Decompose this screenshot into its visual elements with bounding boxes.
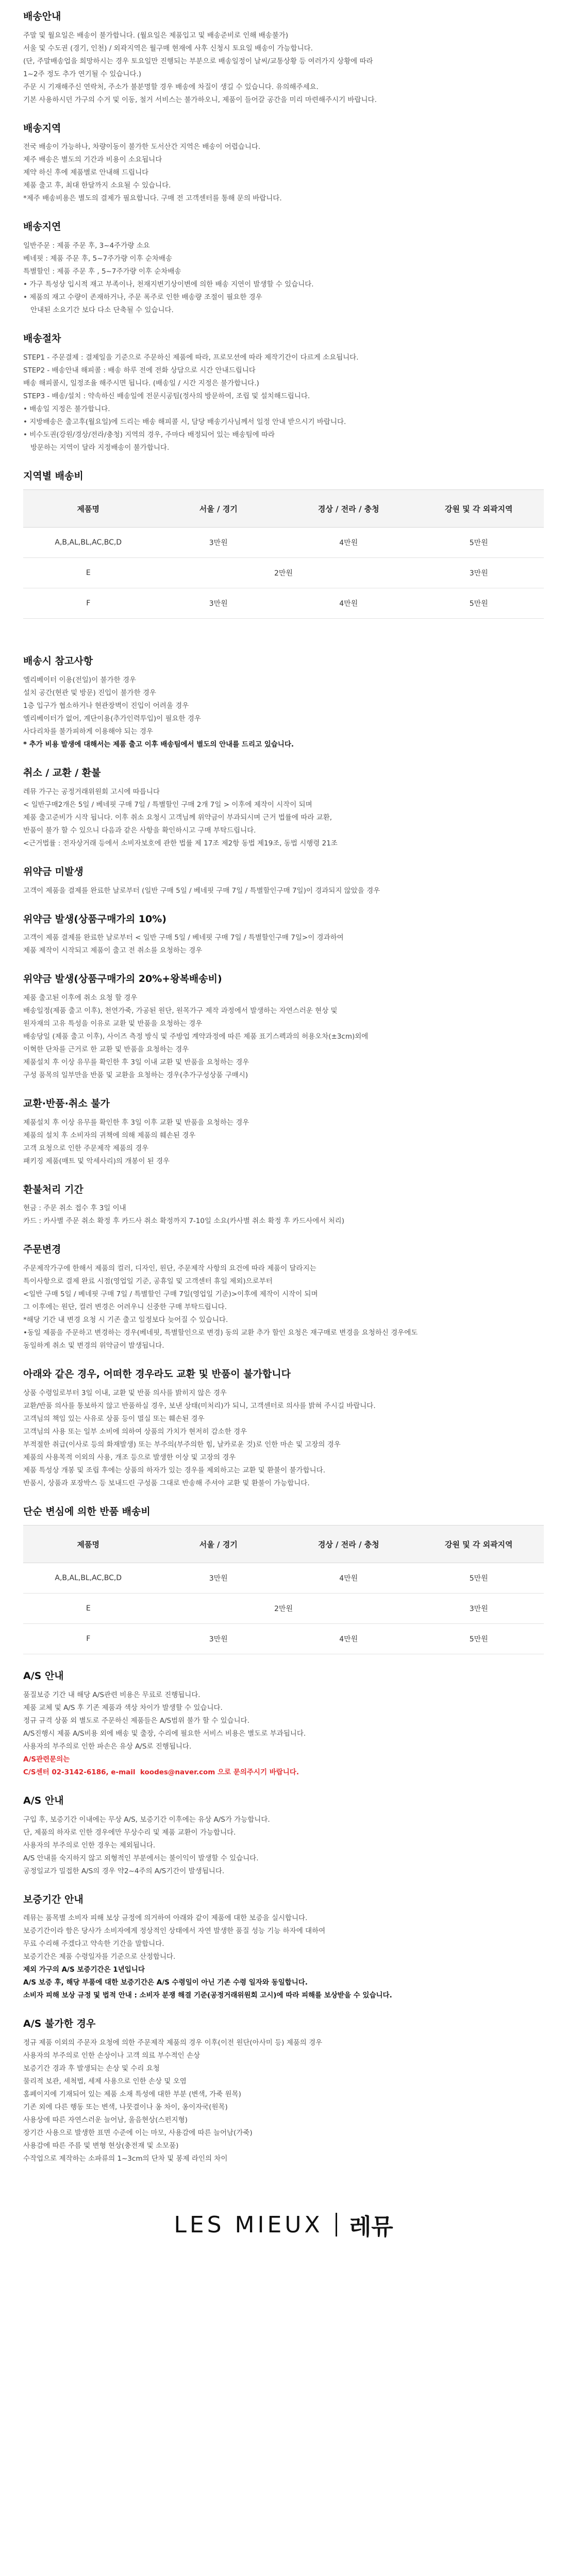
section-text-line: 엘리베이터 이용(전일)이 불가한 경우	[23, 676, 137, 685]
section-text-line: 사용상에 따른 자연스러운 늘어남, 울음현상(스펀지형)	[23, 2116, 188, 2125]
section-text-line: 반품이 불가 할 수 있으니 다음과 같은 사항을 확인하시고 구매 부탁드립니다.	[23, 826, 256, 835]
table-cell: 3만원	[414, 558, 544, 588]
section-text-line: < 일반구매2개은 5일 / 베네핏 구매 7일 / 특별할인 구매 2개 7일 > 이후에 제작이 시작이 되며	[23, 800, 312, 809]
brand-logo-korean: 레뮤	[349, 2214, 393, 2241]
table-row	[23, 558, 544, 588]
section-text-line: 방문하는 지역이 달라 지정배송이 불가합니다.	[30, 443, 170, 452]
section-text-line: 사다리차를 불가피하게 이용해야 되는 경우	[23, 727, 153, 736]
table-row	[23, 1624, 544, 1654]
section-text-line: A/S 안내를 숙지하지 않고 외형적인 부분에서는 불이익이 발생할 수 있습니다.	[23, 1854, 259, 1862]
section-text-line: 배송일정(제품 출고 이후), 천연가죽, 가공된 원단, 원목가구 제작 과정에서 발생하는 자연스러운 현상 및	[23, 1006, 338, 1015]
section-text-line: 주문 시 기재해주신 연락처, 주소가 불분명할 경우 배송에 차질이 생길 수 있습니다. 유의해주세요.	[23, 82, 319, 91]
section-text-line: 레뮤는 품목별 소비자 피해 보상 규정에 의거하여 아래와 같이 제품에 대한 보증을 실시합니다.	[23, 1914, 308, 1923]
section-text-line: 1층 입구가 협소하거나 현관장벽이 진입이 어려울 경우	[23, 702, 189, 710]
section-text-line: 이혁한 단차를 근거로 한 교환 및 반품을 요청하는 경우	[23, 1045, 189, 1054]
info-section	[23, 1183, 544, 1228]
section-text-line: 고객이 제품을 결제를 완료한 날로부터 (일반 구매 5일 / 베네핏 구매 7일 / 특별할인구매 7일)이 경과되지 않았을 경우	[23, 886, 380, 895]
section-text-line: 부적절한 취급(이사로 등의 화재발생) 또는 부주의(부주의한 힘, 날카로운 것)로 인한 마손 및 고장의 경우	[23, 1440, 341, 1449]
brand-logo-text: LES MIEUX	[174, 2211, 323, 2238]
section-text-line: 제품의 설치 후 소비자의 귀책에 의해 제품의 훼손된 경우	[23, 1131, 196, 1140]
info-section	[23, 1097, 544, 1168]
shipping-fee-title: 지역별 배송비	[23, 470, 84, 482]
table-header-cell: 서울 / 경기	[154, 1526, 284, 1563]
section-title: 배송지역	[23, 122, 61, 134]
info-section	[23, 973, 544, 1082]
section-text-line: 배송당일 (제품 출고 이후), 사이즈 측정 방식 및 주방업 계약과정에 따른 제품 표기스펙과의 허용오차(±3cm)외에	[23, 1032, 369, 1041]
brand-divider	[336, 2213, 337, 2236]
section-text-line: 제품 출고된 이후에 취소 요청 할 경우	[23, 993, 138, 1002]
section-text-line: (단, 주말배송업을 희망하시는 경우 토요일만 진행되는 부분으로 배송일정이 날씨/교통상황 등 여러가지 상황에 따라	[23, 57, 373, 65]
section-text-line: 기존 외에 다른 행동 또는 변색, 나뭇결이나 옹 차이, 옹이자국(원목)	[23, 2103, 228, 2112]
section-title: 환불처리 기간	[23, 1183, 84, 1195]
table-row	[23, 1563, 544, 1594]
section-text-line: * 추가 비용 발생에 대해서는 제품 출고 이후 배송팀에서 별도의 안내를 드리고 있습니다.	[23, 740, 294, 749]
section-text-line: 동일하게 취소 및 변경의 위약금이 발생됩니다.	[23, 1341, 164, 1350]
section-text-line: 안내된 소요기간 보다 다소 단축될 수 있습니다.	[30, 306, 174, 315]
section-text-line: 사용자의 부주의로 인한 손상이나 고객 의료 부수적인 손상	[23, 2052, 201, 2060]
section-text-line: 보증기간은 제품 수령일자를 기준으로 산정합니다.	[23, 1953, 176, 1961]
table-cell: A,B,AL,BL,AC,BC,D	[23, 528, 154, 558]
section-title: 주문변경	[23, 1244, 61, 1256]
info-section	[23, 866, 544, 897]
table-header-cell: 서울 / 경기	[154, 490, 284, 528]
section-title: 교환·반품·취소 불가	[23, 1097, 110, 1109]
table-cell: 3만원	[154, 588, 284, 619]
section-text-line: 교환/반품 의사를 통보하지 않고 반품하실 경우, 보낸 상태(미처리)가 되니, 고객센터로 의사를 밝혀 주시길 바랍니다.	[23, 1401, 376, 1410]
section-text-line: • 지방배송은 출고후(월요일)에 드리는 배송 해피콜 시, 담당 배송기사님께서 일정 안내 받으시기 바랍니다.	[23, 417, 346, 426]
section-text-line: 카드 : 카사별 주문 취소 확정 후 카드사 취소 확정까지 7-10일 소요(카사별 취소 확정 후 카드사에서 처리)	[23, 1217, 344, 1226]
section-text-line: *해당 기간 내 변경 요청 시 기존 출고 일정보다 늦어질 수 있습니다.	[23, 1315, 228, 1324]
section-text-line: 레뮤 가구는 공정거래위원회 고시에 따릅니다	[23, 787, 160, 796]
table-row	[23, 528, 544, 558]
section-text-line: 서울 및 수도권 (경기, 인천) / 외곽지역은 월구매 현재에 사후 신청시 토요일 배송이 가능합니다.	[23, 44, 313, 53]
section-title: 위약금 미발생	[23, 866, 84, 877]
section-text-line: 특별할인 : 제품 주문 후 , 5~7주가량 이후 순차배송	[23, 267, 181, 276]
return-fee-title: 단순 변심에 의한 반품 배송비	[23, 1505, 151, 1517]
section-text-line: 수작업으로 제작하는 소파류의 1~3cm의 단차 및 봉제 라인의 차이	[23, 2155, 228, 2163]
info-sections-middle	[23, 655, 544, 1489]
table-header-cell: 제품명	[23, 490, 154, 528]
table-cell: F	[23, 588, 154, 619]
table-cell: 4만원	[284, 528, 414, 558]
info-section	[23, 767, 544, 850]
section-title: 취소 / 교환 / 환불	[23, 767, 101, 779]
section-text-line: • 제품의 재고 수량이 존재하거나, 주문 폭주로 인한 배송량 조절이 필요한 경우	[23, 293, 262, 302]
section-title: 보증기간 안내	[23, 1893, 84, 1905]
section-text-line: 고객 요청으로 인한 주문제작 제품의 경우	[23, 1144, 149, 1153]
section-text-line: 기본 사용하시던 가구의 수거 및 이동, 철거 서비스는 불가하오니, 제품이 들어갈 공간을 미리 마련해주시기 바랍니다.	[23, 95, 377, 104]
section-text-line: 고객이 제품 결제를 완료한 날로부터 < 일반 구매 5일 / 베네핏 구매 7일 / 특별할인구매 7일>이 경과하여	[23, 934, 344, 942]
section-text-line: 그 이후에는 원단, 컬러 변경은 어려우니 신중한 구매 부탁드립니다.	[23, 1302, 227, 1311]
table-cell: 3만원	[154, 528, 284, 558]
return-fee-table-wrap	[23, 1525, 544, 1654]
info-section	[23, 1670, 544, 1779]
info-section	[23, 1794, 544, 1878]
table-cell: 5만원	[414, 1624, 544, 1654]
section-text-line: 제품 교체 및 A/S 후 기존 제품과 색상 차이가 발생할 수 있습니다.	[23, 1704, 223, 1712]
table-cell: F	[23, 1624, 154, 1654]
fee-table	[23, 489, 544, 619]
info-sections-top	[23, 10, 544, 454]
section-text-line: 장기간 사용으로 발생한 표면 수준에 이는 마모, 사용감에 따른 늘어남(가죽)	[23, 2129, 253, 2138]
table-cell: 4만원	[284, 588, 414, 619]
table-cell: 2만원	[154, 558, 414, 588]
table-cell: 4만원	[284, 1624, 414, 1654]
section-title: A/S 불가한 경우	[23, 2018, 96, 2030]
section-text-line: 주말 및 월요일은 배송이 불가합니다. (월요일은 제품입고 및 배송준비로 인해 배송불가)	[23, 31, 289, 40]
section-title: 아래와 같은 경우, 어떠한 경우라도 교환 및 반품이 불가합니다	[23, 1368, 291, 1380]
table-header-cell: 강원 및 각 외곽지역	[414, 1526, 544, 1563]
section-text-line: 제주 배송은 별도의 기간과 비용이 소요됩니다	[23, 156, 162, 164]
section-text-line: 베네핏 : 제품 주문 후, 5~7주가량 이후 순차배송	[23, 255, 173, 263]
section-title: 배송시 참고사항	[23, 655, 93, 667]
section-title: 위약금 발생(상품구매가의 10%)	[23, 913, 166, 925]
section-text-line: A/S관련문의는	[23, 1755, 70, 1764]
section-text-line: 제품설치 후 이상 유무를 확인한 후 3일 이후 교환 및 반품을 요청하는 경우	[23, 1118, 249, 1127]
section-text-line: A/S 보증 후, 해당 부품에 대한 보증기간은 A/S 수령일이 아닌 기존 수령 일자와 동일합니다.	[23, 1978, 308, 1987]
section-text-line: • 배송일 지정은 불가합니다.	[23, 404, 110, 413]
section-text-line: 정규 규격 상품 외 별도로 주문하신 제품들은 A/S범위 불가 할 수 있습니다.	[23, 1717, 249, 1725]
section-text-line: 단, 제품의 하자로 인한 경우에만 무상수리 및 제품 교환이 가능합니다.	[23, 1828, 236, 1837]
return-fee-table-section	[23, 1505, 544, 1655]
section-text-line: 공정일교가 밀접한 A/S의 경우 약2~4주의 A/S기간이 발생됩니다.	[23, 1867, 225, 1875]
info-section	[23, 1368, 544, 1490]
section-text-line: 제품 출고준비가 시작 됩니다. 이후 취소 요청시 고객님께 위약금이 부과되시며 근거 법률에 따라 교환,	[23, 813, 332, 822]
section-text-line: 패키징 제품(매트 및 악세사리)의 개봉이 된 경우	[23, 1157, 170, 1165]
section-text-line: 설치 공간(현관 및 방문) 진입이 불가한 경우	[23, 689, 156, 698]
info-section	[23, 122, 544, 206]
section-text-line: 보증기간이라 함은 당사가 소비자에게 정상적인 상태에서 자연 발생한 품질 성능 기능 하자에 대하여	[23, 1927, 326, 1936]
info-section	[23, 1243, 544, 1352]
section-text-line: 제외 가구의 A/S 보증기간은 1년입니다	[23, 1965, 145, 1974]
section-text-line: 사용감에 따른 주름 및 변형 현상(충전재 및 소모품)	[23, 2142, 179, 2150]
info-section	[23, 655, 544, 751]
section-text-line: 상품 수령일로부터 3일 이내, 교환 및 반품 의사를 밝히지 않은 경우	[23, 1388, 227, 1397]
section-text-line: 홈페이지에 기재되어 있는 제품 소재 특성에 대한 부분 (변색, 가죽 원목)	[23, 2090, 241, 2099]
section-text-line: 엘리베이터가 없어, 계단이용(추가인력투입)이 필요한 경우	[23, 715, 201, 723]
section-text-line: 소비자 피해 보상 규정 및 법적 안내 : 소비자 분쟁 해결 기준(공정거래위원회 고시)에 따라 피해를 보상받을 수 있습니다.	[23, 1991, 392, 2000]
brand-footer	[23, 2186, 544, 2263]
table-cell: 3만원	[154, 1624, 284, 1654]
section-text-line: 사용자의 부주의로 인한 경우는 제외됩니다.	[23, 1841, 156, 1850]
section-text-line: • 가구 특성상 입시적 재고 부족이나, 천재지변기상이변에 의한 배송 지연이 발생할 수 있습니다.	[23, 280, 314, 289]
table-cell: 3만원	[154, 1563, 284, 1594]
section-text-line: 제품의 사용목적 이외의 사용, 개조 등으로 발생한 이상 및 고장의 경우	[23, 1453, 236, 1462]
section-text-line: •동일 제품을 주문하고 변경하는 경우(베네핏, 특별할인으로 변경) 동의 교환 추가 할인 요청은 재구매로 변경을 요청하신 경우에도	[23, 1328, 418, 1337]
section-text-line: 특이사항으로 결제 완료 시점(영업일 기준, 공휴일 및 고객센터 휴일 제외)으로부터	[23, 1277, 273, 1285]
shipping-fee-table-section	[23, 470, 544, 619]
section-text-line: 사용자의 부주의로 인한 파손은 유상 A/S로 진행됩니다.	[23, 1742, 192, 1751]
table-cell: 5만원	[414, 1563, 544, 1594]
section-text-line: 제약 하신 후에 제품별로 안내해 드립니다	[23, 168, 149, 177]
section-text-line: 전국 배송이 가능하나, 차량이동이 불가한 도서산간 지역은 배송이 어렵습니다.	[23, 143, 261, 151]
section-text-line: 반품시, 상품과 포장박스 등 보내드린 구성품 그대로 반송해 주셔야 교환 및 환불이 가능합니다.	[23, 1479, 310, 1487]
section-text-line: • 비수도권(강원/경상/전라/충청) 지역의 경우, 주마다 배정되어 있는 배송팀에 따라	[23, 430, 275, 439]
table-header-cell: 제품명	[23, 1526, 154, 1563]
section-title: A/S 안내	[23, 1795, 64, 1806]
table-cell: 4만원	[284, 1563, 414, 1594]
table-row	[23, 1594, 544, 1624]
section-text-line: 보증기간 경과 후 발생되는 손상 및 수리 요청	[23, 2064, 160, 2073]
table-cell: E	[23, 558, 154, 588]
table-cell: A,B,AL,BL,AC,BC,D	[23, 1563, 154, 1594]
table-cell: 2만원	[154, 1594, 414, 1624]
section-text-line: *제주 배송비용은 별도의 결제가 필요합니다. 구매 전 고객센터를 통해 문의 바랍니다.	[23, 194, 282, 203]
section-text-line: 원자재의 고유 특성을 이유로 교환 및 반품을 요청하는 경우	[23, 1019, 203, 1028]
info-section	[23, 2018, 544, 2165]
section-text-line: 제품 특성상 개봉 및 조립 후에는 상품의 하자가 있는 경우를 제외하고는 교환 및 환불이 불가합니다.	[23, 1466, 326, 1475]
section-text-line: 제품 제작이 시작되고 제품이 출고 전 취소를 요청하는 경우	[23, 946, 203, 955]
section-text-line: 구입 후, 보증기간 이내에는 무상 A/S, 보증기간 이후에는 유상 A/S가 가능합니다.	[23, 1815, 270, 1824]
section-text-line: 주문제작가구에 한해서 제품의 컬러, 디자인, 원단, 주문제작 사항의 요건에 따라 제품이 달라지는	[23, 1264, 316, 1273]
section-text-line: 고객님의 책임 있는 사유로 상품 등이 멸실 또는 훼손된 경우	[23, 1414, 205, 1423]
section-text-line: 정규 제품 이외의 주문자 요청에 의한 주문제작 제품의 경우 이후(이전 원단(아사미 등) 제품의 경우	[23, 2039, 323, 2047]
info-sections-bottom	[23, 1670, 544, 2165]
section-text-line: 무료 수리해 주겠다고 약속한 기간을 말합니다.	[23, 1940, 164, 1948]
section-text-line: STEP2 - 배송안내 해피콜 : 배송 하루 전에 전화 상담으로 시간 안내드립니다	[23, 366, 256, 375]
section-text-line: 1~2주 정도 추가 연기될 수 있습니다.)	[23, 70, 142, 78]
section-text-line: 품질보증 기간 내 해당 A/S관련 비용은 무료로 진행됩니다.	[23, 1691, 201, 1699]
section-text-line: 구성 품목의 일부만을 반품 및 교환을 요청하는 경우(추가구성상품 구매시)	[23, 1071, 248, 1079]
fee-table	[23, 1525, 544, 1654]
section-text-line: 현금 : 주문 취소 접수 후 3일 이내	[23, 1204, 126, 1213]
section-title: A/S 안내	[23, 1670, 64, 1682]
table-cell: 5만원	[414, 588, 544, 619]
table-header-cell: 경상 / 전라 / 충청	[284, 490, 414, 528]
section-title: 배송지연	[23, 221, 61, 233]
section-text-line: 일반주문 : 제품 주문 후, 3~4주가량 소요	[23, 242, 150, 250]
section-text-line: 제품설치 후 이상 유무를 확인한 후 3일 이내 교환 및 반품을 요청하는 경우	[23, 1058, 249, 1066]
table-row	[23, 588, 544, 619]
section-text-line: STEP1 - 주문결제 : 결제일을 기준으로 주문하신 제품에 따라, 프로모션에 따라 제작기간이 다르게 소요됩니다.	[23, 353, 359, 362]
section-text-line: <근거법률 : 전자상거래 등에서 소비자보호에 관한 법률 제 17조 제2항 동법 제19조, 동법 시행령 21조	[23, 839, 338, 848]
table-cell: 3만원	[414, 1594, 544, 1624]
section-title: 위약금 발생(상품구매가의 20%+왕복배송비)	[23, 973, 222, 985]
section-title: 배송안내	[23, 11, 61, 22]
table-header-cell: 강원 및 각 외곽지역	[414, 490, 544, 528]
section-text-line: 고객님의 사용 또는 일부 소비에 의하여 상품의 가치가 현저히 감소한 경우	[23, 1427, 247, 1436]
table-header-cell: 경상 / 전라 / 충청	[284, 1526, 414, 1563]
info-section	[23, 10, 544, 107]
section-text-line: C/S센터 02-3142-6186, e-mail koodes@naver.com 으로 문의주시기 바랍니다.	[23, 1768, 299, 1776]
section-text-line: <일반 구매 5일 / 베네핏 구매 7일 / 특별할인 구매 7일(영업일 기준)>이후에 제작이 시작이 되며	[23, 1290, 318, 1298]
info-section	[23, 332, 544, 454]
section-text-line: A/S진행시 제품 A/S비용 외에 배송 및 출장, 수리에 필요한 서비스 비용은 별도로 부과됩니다.	[23, 1730, 306, 1738]
info-section	[23, 913, 544, 958]
section-title: 배송절차	[23, 333, 61, 345]
section-text-line: STEP3 - 배송/설치 : 약속하신 배송일에 전문시공팀(정사의 방문하여, 조립 및 설치해드립니다.	[23, 392, 310, 400]
shipping-fee-table-wrap	[23, 489, 544, 619]
section-text-line: 제품 출고 후, 최대 한달까지 소요될 수 있습니다.	[23, 181, 171, 190]
info-section	[23, 1893, 544, 2003]
table-cell: 5만원	[414, 528, 544, 558]
section-text-line: 물리적 보관, 세척법, 세제 사용으로 인한 손상 및 오염	[23, 2077, 187, 2086]
table-cell: E	[23, 1594, 154, 1624]
section-text-line: 배송 해피콜시, 일정조율 해주시면 됩니다. (배송일 / 시간 지정은 불가합니다.)	[23, 379, 259, 387]
info-section	[23, 221, 544, 317]
